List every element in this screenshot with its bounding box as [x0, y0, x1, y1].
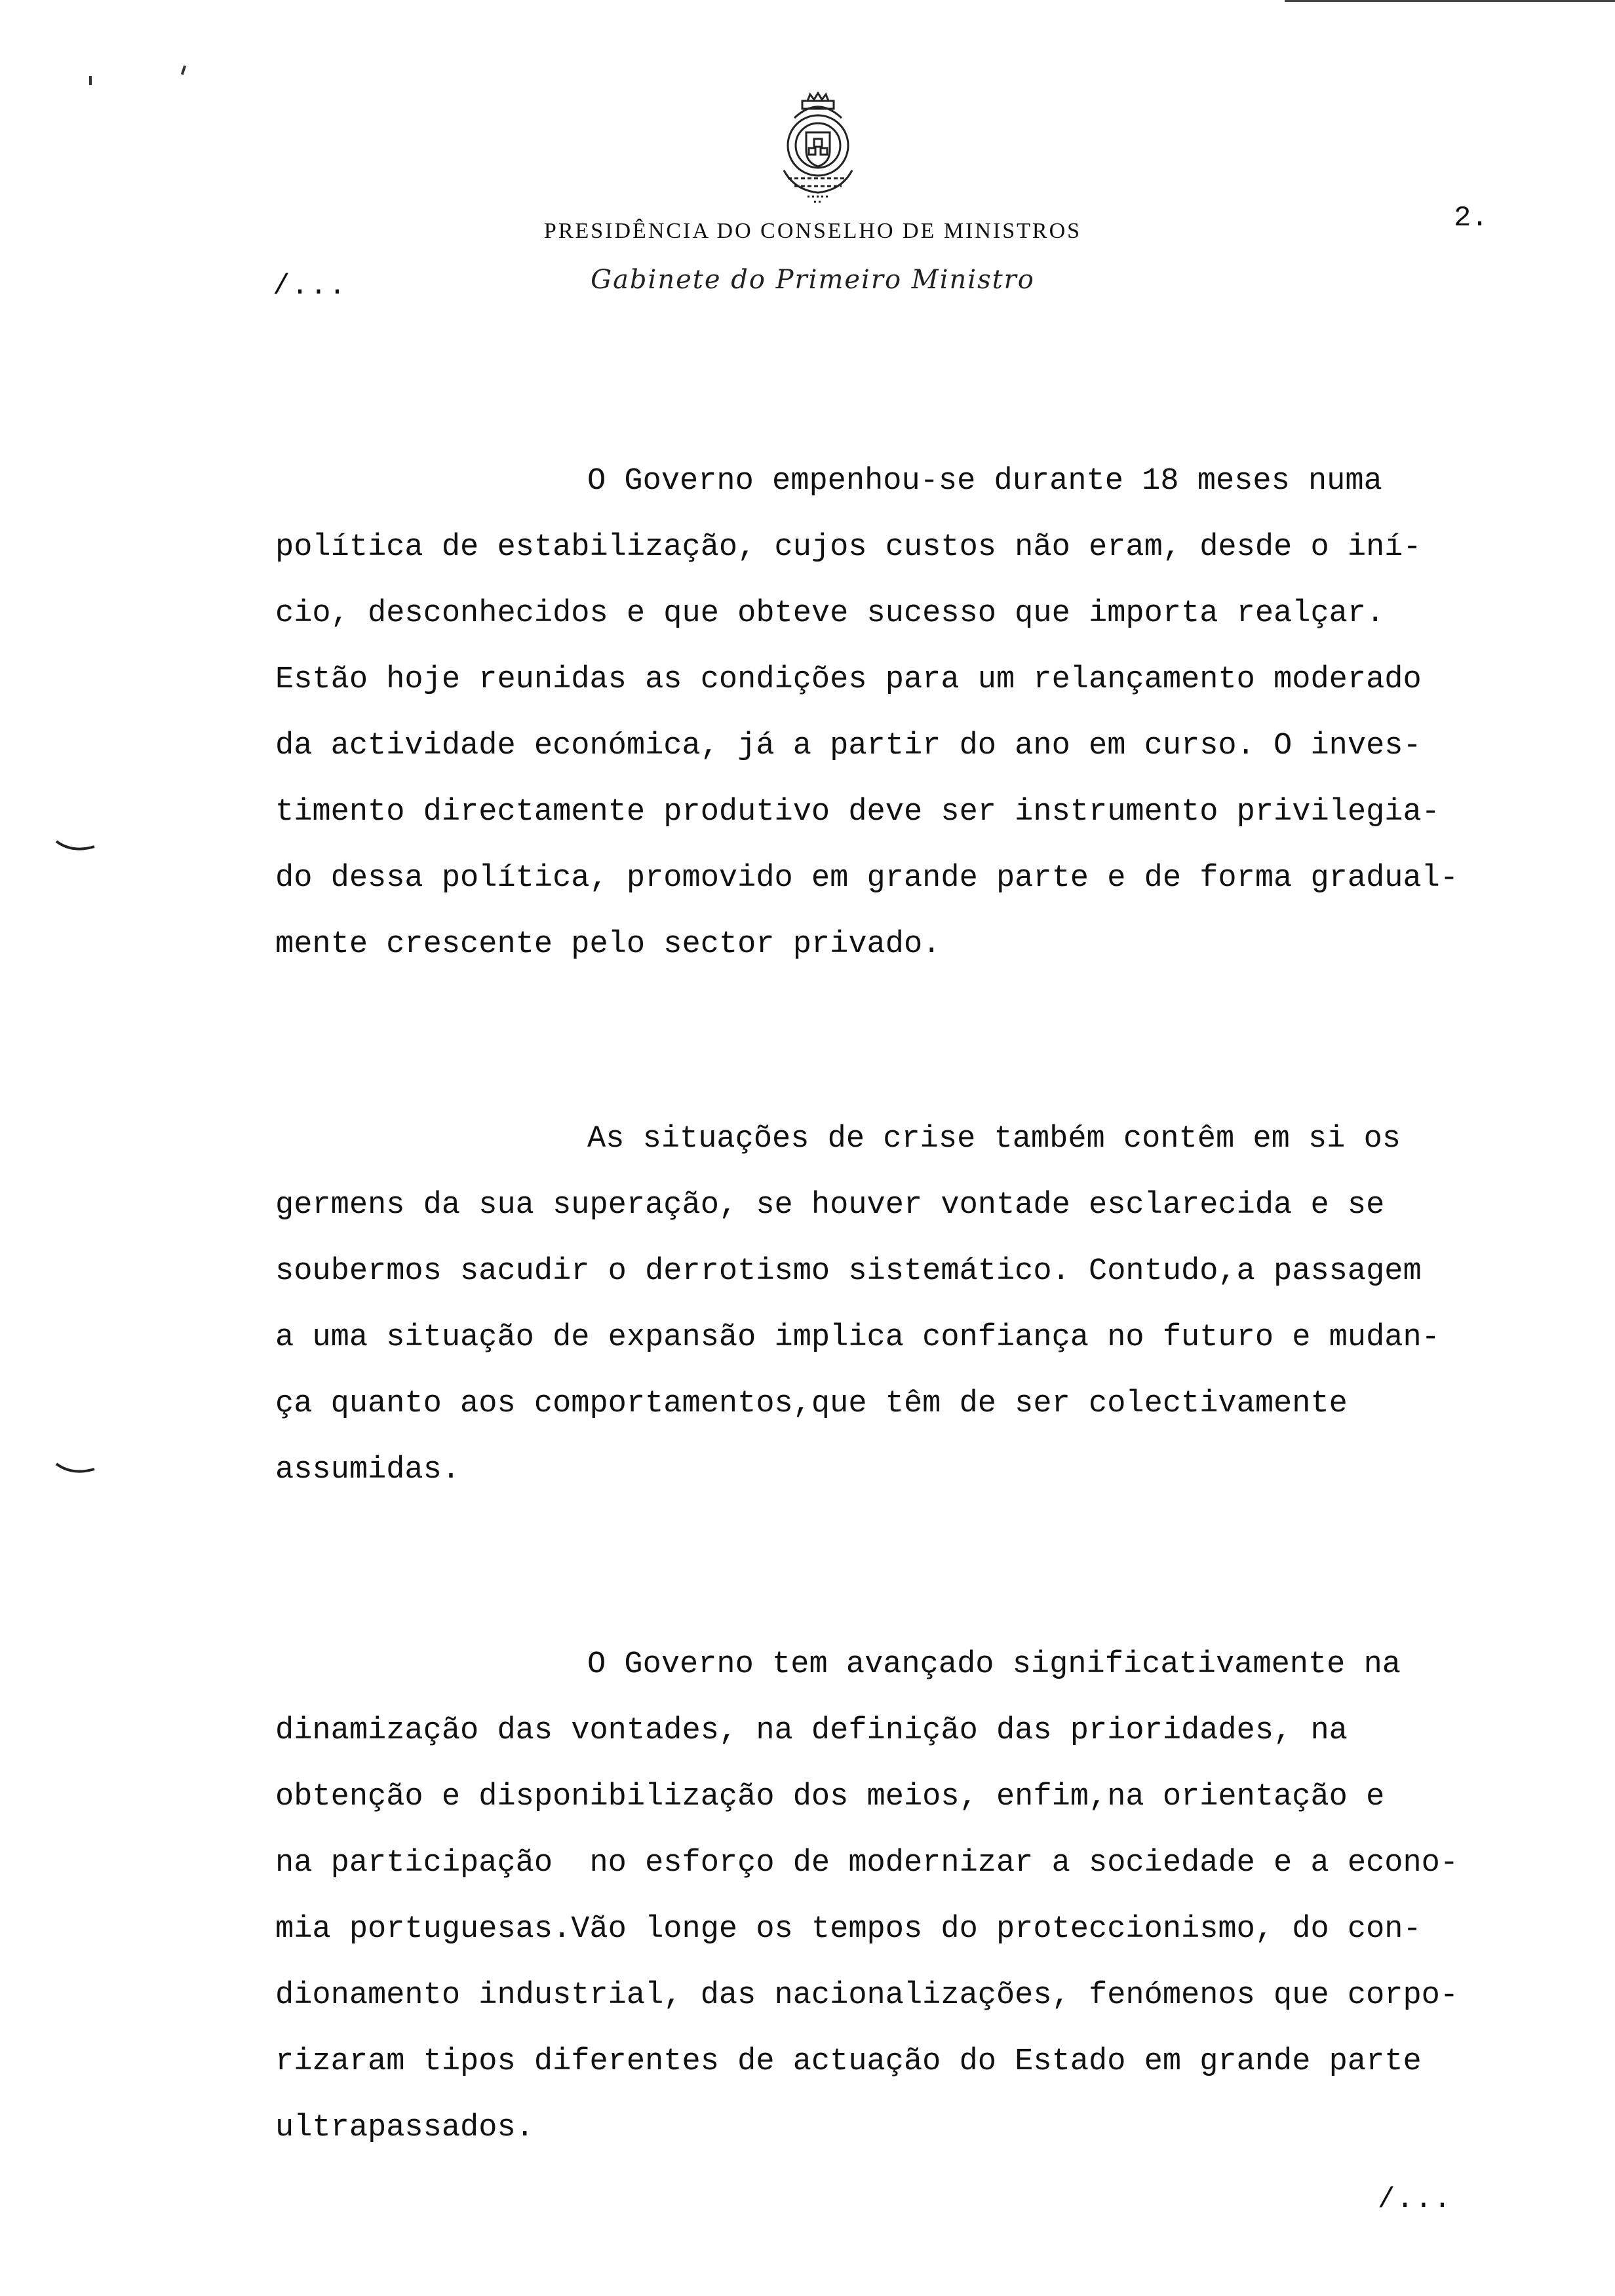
text-line: na participação no esforço de modernizar a sociedade e a econo-: [275, 1846, 1459, 1881]
text-line: O Governo tem avançado significativamente na: [587, 1647, 1401, 1682]
scan-mark: [181, 66, 186, 75]
scan-mark: [89, 76, 92, 85]
office-name: Gabinete do Primeiro Ministro: [591, 265, 1035, 295]
text-line: ça quanto aos comportamentos,que têm de ser colectivamente: [275, 1387, 1348, 1421]
continuation-mark-top: /...: [273, 270, 347, 303]
text-line: O Governo empenhou-se durante 18 meses numa: [587, 464, 1382, 499]
text-line: mente crescente pelo sector privado.: [275, 927, 941, 962]
paragraph-2: [275, 1106, 1560, 1503]
text-line: As situações de crise também contêm em si os: [587, 1122, 1401, 1157]
continuation-mark-bottom: /...: [1378, 2183, 1452, 2216]
text-line: rizaram tipos diferentes de actuação do Estado em grande parte: [275, 2044, 1422, 2079]
text-line: soubermos sacudir o derrotismo sistemático. Contudo,a passagem: [275, 1254, 1422, 1289]
text-line: germens da sua superação, se houver vontade esclarecida e se: [275, 1188, 1385, 1223]
text-line: assumidas.: [275, 1453, 461, 1487]
coat-of-arms-seal-icon: [768, 92, 868, 204]
text-line: do dessa política, promovido em grande parte e de forma gradual-: [275, 861, 1459, 896]
paragraph-1: [275, 448, 1560, 978]
text-line: dionamento industrial, das nacionalizações, fenómenos que corpo-: [275, 1978, 1459, 2013]
margin-tick-mark-icon: [55, 1461, 97, 1477]
organization-name: PRESIDÊNCIA DO CONSELHO DE MINISTROS: [543, 219, 1082, 243]
text-line: política de estabilização, cujos custos não eram, desde o iní-: [275, 530, 1422, 565]
paragraph-3: [275, 1632, 1560, 2161]
text-line: cio, desconhecidos e que obteve sucesso que importa realçar.: [275, 596, 1385, 631]
text-line: ultrapassados.: [275, 2111, 534, 2145]
text-line: mia portuguesas.Vão longe os tempos do proteccionismo, do con-: [275, 1912, 1422, 1947]
text-line: Estão hoje reunidas as condições para um relançamento moderado: [275, 662, 1422, 697]
text-line: dinamização das vontades, na definição das prioridades, na: [275, 1713, 1348, 1748]
top-edge-rule: [1285, 0, 1615, 2]
page-number: 2.: [1454, 202, 1489, 235]
margin-tick-mark-icon: [55, 839, 97, 854]
text-line: timento directamente produtivo deve ser instrumento privilegia-: [275, 795, 1440, 830]
text-line: da actividade económica, já a partir do ano em curso. O inves-: [275, 729, 1422, 763]
text-line: obtenção e disponibilização dos meios, enfim,na orientação e: [275, 1780, 1385, 1814]
text-line: a uma situação de expansão implica confiança no futuro e mudan-: [275, 1320, 1440, 1355]
